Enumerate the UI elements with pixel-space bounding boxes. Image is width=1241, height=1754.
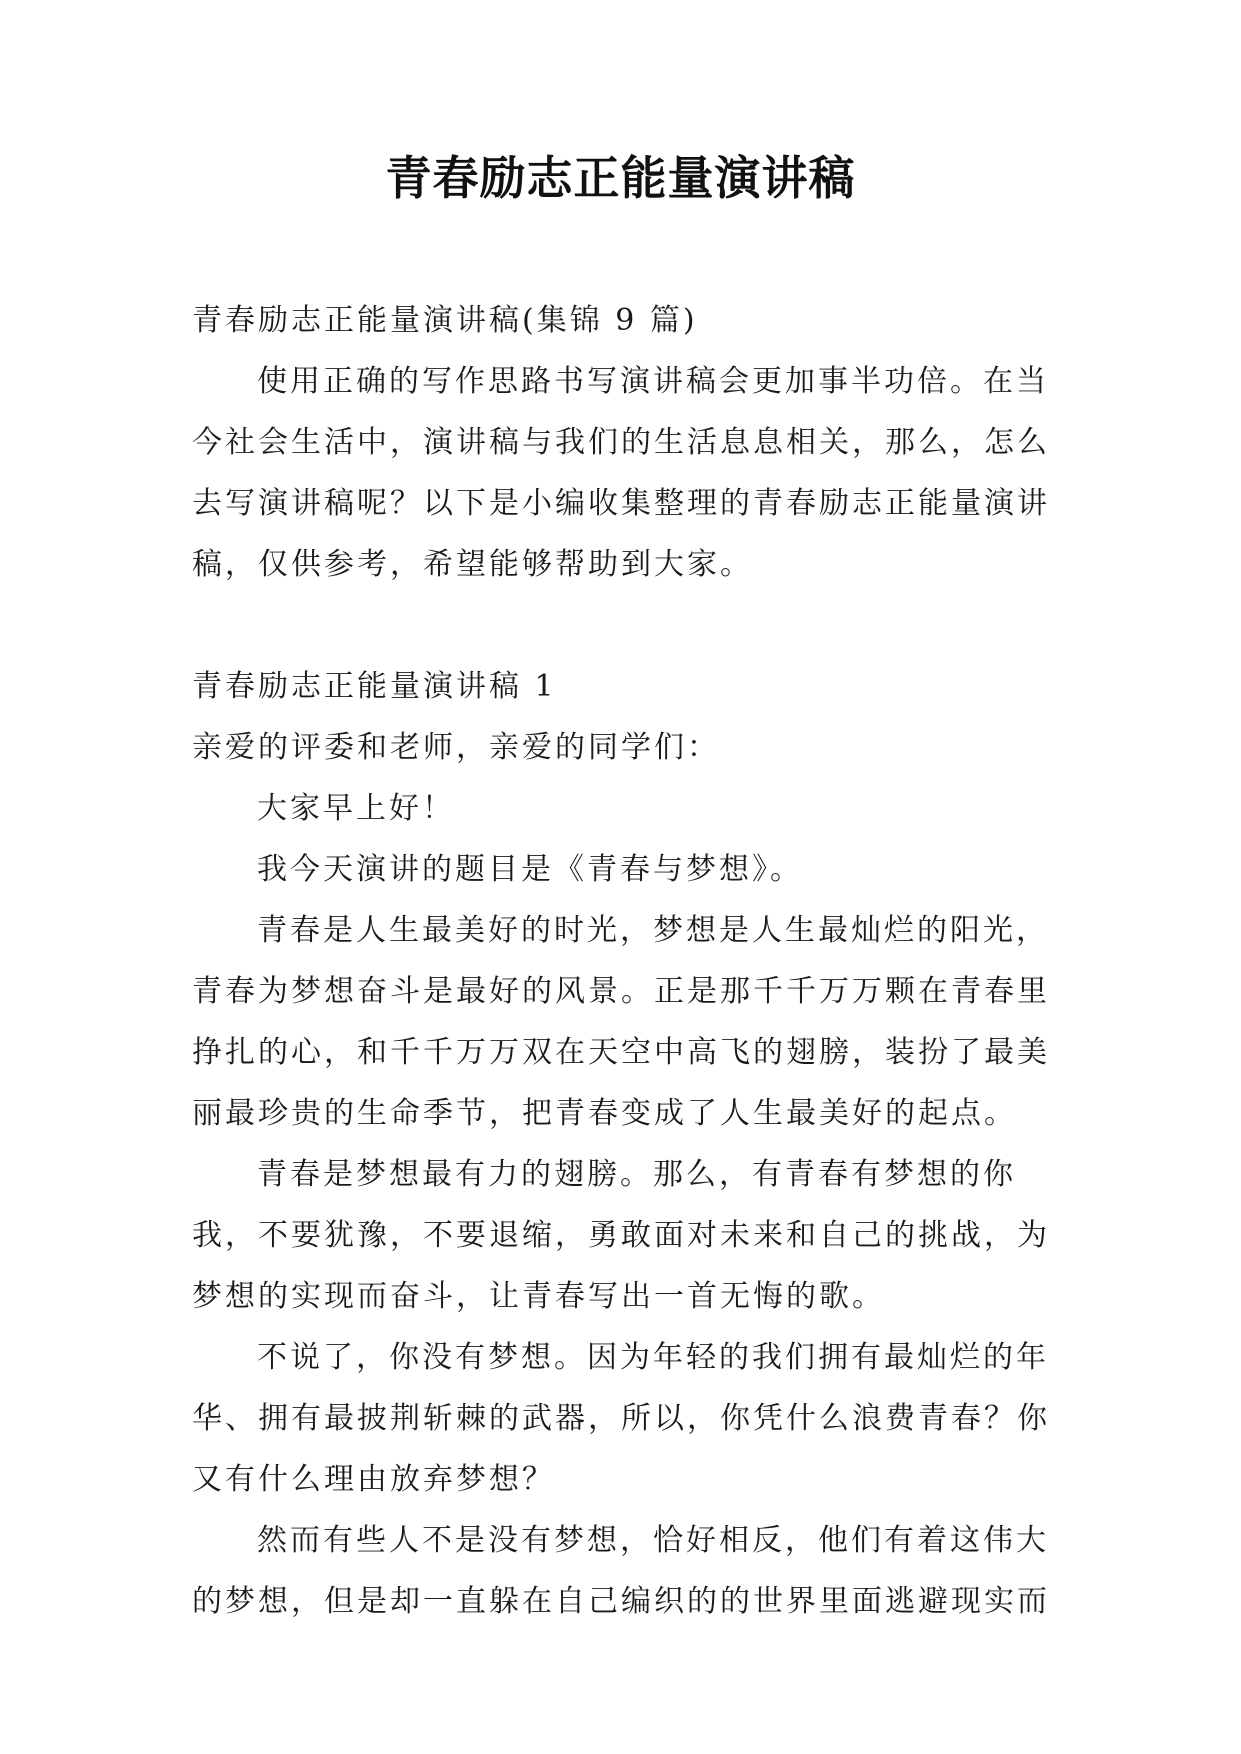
document-body <box>192 290 1052 1632</box>
paragraph: 然而有些人不是没有梦想，恰好相反，他们有着这伟大的梦想，但是却一直躲在自己编织的的世界里面逃避现实而 <box>192 1523 1050 1619</box>
paragraph: 青春是梦想最有力的翅膀。那么，有青春有梦想的你我，不要犹豫，不要退缩，勇敢面对未来和自己的挑战，为梦想的实现而奋斗，让青春写出一首无悔的歌。 <box>192 1157 1050 1314</box>
document-title: 青春励志正能量演讲稿 <box>385 151 856 205</box>
greeting: 大家早上好！ <box>257 791 455 826</box>
salutation: 亲爱的评委和老师，亲爱的同学们： <box>192 730 720 765</box>
paragraph: 不说了，你没有梦想。因为年轻的我们拥有最灿烂的年华、拥有最披荆斩棘的武器，所以，你凭什么浪费青春？你又有什么理由放弃梦想？ <box>192 1340 1050 1497</box>
paragraph: 青春是人生最美好的时光，梦想是人生最灿烂的阳光，青春为梦想奋斗是最好的风景。正是那千千万万颗在青春里挣扎的心，和千千万万双在天空中高飞的翅膀，装扮了最美丽最珍贵的生命季节，把青春变成了人生最美好的起点。 <box>192 913 1050 1131</box>
paragraph: 我今天演讲的题目是《青春与梦想》。 <box>257 852 803 887</box>
intro-paragraph: 使用正确的写作思路书写演讲稿会更加事半功倍。在当今社会生活中，演讲稿与我们的生活息息相关，那么，怎么去写演讲稿呢？以下是小编收集整理的青春励志正能量演讲稿，仅供参考，希望能够帮助到大家。 <box>192 364 1050 582</box>
document-subtitle: 青春励志正能量演讲稿(集锦 9 篇) <box>192 303 698 338</box>
section-heading: 青春励志正能量演讲稿 1 <box>192 669 557 704</box>
